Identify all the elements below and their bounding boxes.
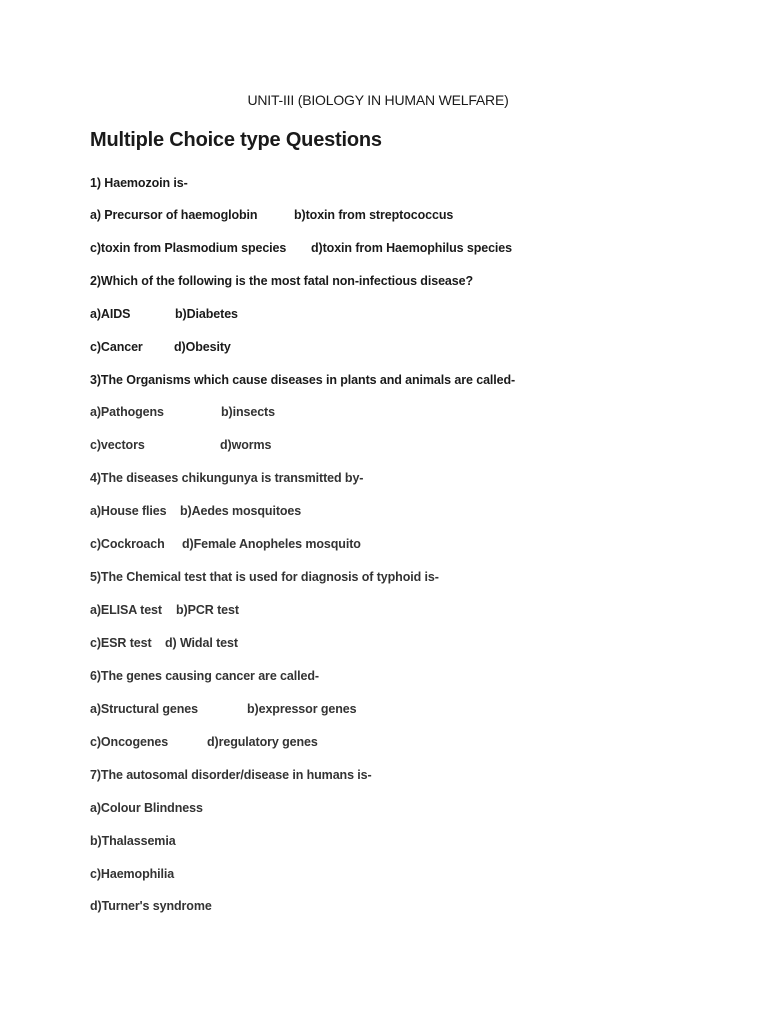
options-row-5-2 — [90, 636, 238, 650]
option-4c: c)Cockroach — [90, 537, 165, 551]
options-row-6-1 — [90, 702, 356, 716]
option-5c: c)ESR test — [90, 636, 152, 650]
option-5a: a)ELISA test — [90, 603, 162, 617]
option-7a: a)Colour Blindness — [90, 801, 203, 815]
option-7b: b)Thalassemia — [90, 834, 176, 848]
section-title: Multiple Choice type Questions — [90, 129, 382, 151]
question-7: 7)The autosomal disorder/disease in humans is- — [90, 768, 372, 782]
options-row-1-1 — [90, 208, 453, 222]
options-row-4-2 — [90, 537, 361, 551]
options-row-6-2 — [90, 735, 318, 749]
question-2: 2)Which of the following is the most fatal non-infectious disease? — [90, 274, 474, 288]
options-row-4-1 — [90, 504, 301, 518]
option-4a: a)House flies — [90, 504, 167, 518]
options-row-3-2 — [90, 438, 271, 452]
option-5b: b)PCR test — [176, 603, 239, 617]
option-3c: c)vectors — [90, 438, 145, 452]
option-6c: c)Oncogenes — [90, 735, 169, 749]
option-6d: d)regulatory genes — [207, 735, 318, 749]
options-row-2-2 — [90, 340, 231, 354]
unit-title: UNIT-III (BIOLOGY IN HUMAN WELFARE) — [247, 92, 509, 108]
option-2a: a)AIDS — [90, 307, 131, 321]
options-row-2-1 — [90, 307, 238, 321]
option-4d: d)Female Anopheles mosquito — [182, 537, 361, 551]
question-5: 5)The Chemical test that is used for diagnosis of typhoid is- — [90, 570, 439, 584]
options-row-1-2 — [90, 241, 512, 255]
option-6a: a)Structural genes — [90, 702, 198, 716]
option-1d: d)toxin from Haemophilus species — [311, 241, 513, 255]
option-2d: d)Obesity — [174, 340, 231, 354]
option-1c: c)toxin from Plasmodium species — [90, 241, 287, 255]
option-3d: d)worms — [220, 438, 272, 452]
question-1: 1) Haemozoin is- — [90, 176, 188, 190]
option-7d: d)Turner's syndrome — [90, 899, 212, 913]
option-6b: b)expressor genes — [247, 702, 357, 716]
option-1b: b)toxin from streptococcus — [294, 208, 454, 222]
question-4: 4)The diseases chikungunya is transmitted by- — [90, 471, 364, 485]
option-2b: b)Diabetes — [175, 307, 238, 321]
options-row-5-1 — [90, 603, 239, 617]
option-1a: a) Precursor of haemoglobin — [90, 208, 258, 222]
option-4b: b)Aedes mosquitoes — [180, 504, 302, 518]
option-7c: c)Haemophilia — [90, 867, 175, 881]
question-3: 3)The Organisms which cause diseases in plants and animals are called- — [90, 373, 516, 387]
option-3a: a)Pathogens — [90, 405, 164, 419]
question-6: 6)The genes causing cancer are called- — [90, 669, 319, 683]
option-2c: c)Cancer — [90, 340, 143, 354]
option-5d: d) Widal test — [165, 636, 238, 650]
option-3b: b)insects — [221, 405, 275, 419]
options-row-3-1 — [90, 405, 275, 419]
